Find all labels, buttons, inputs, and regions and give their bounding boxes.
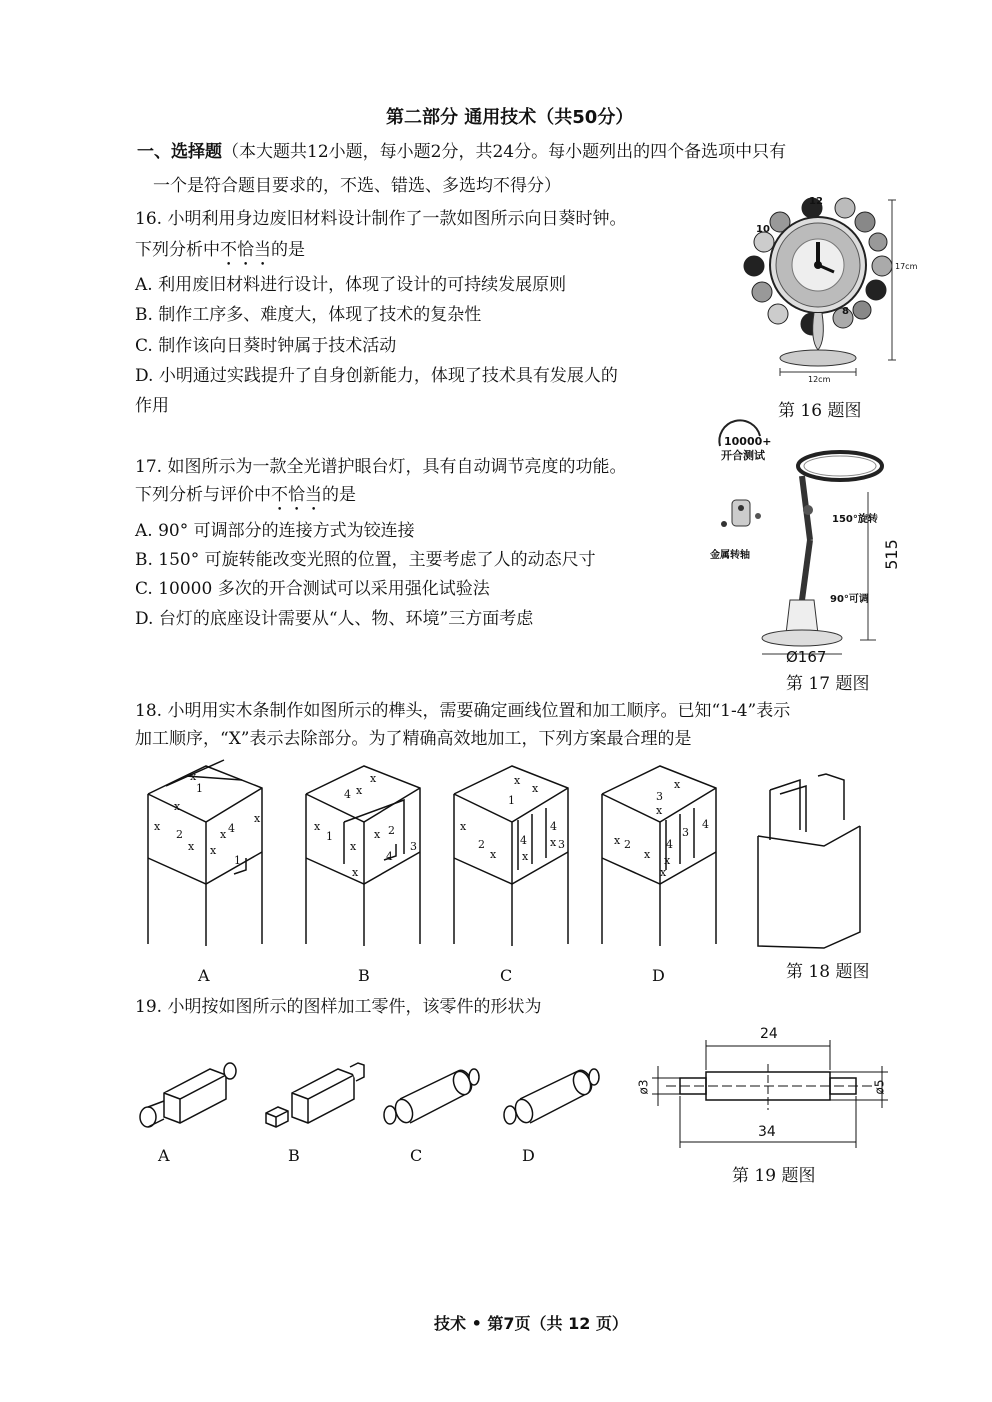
q19-dim-left: ø3 bbox=[636, 1079, 651, 1095]
q18-block-c bbox=[452, 764, 572, 954]
svg-text:x: x bbox=[674, 778, 681, 791]
q16-option-c: C. 制作该向日葵时钟属于技术活动 bbox=[135, 336, 397, 356]
q19-part-b bbox=[262, 1055, 370, 1127]
clock-number-12: 12 bbox=[809, 196, 823, 207]
q16-stem-pre: 下列分析中 bbox=[135, 240, 220, 260]
q16-figure-caption: 第 16 题图 bbox=[778, 401, 862, 421]
svg-text:2: 2 bbox=[388, 824, 395, 837]
clock-number-8: 8 bbox=[842, 306, 849, 317]
q17-stem-emph: 不恰当 bbox=[271, 485, 322, 505]
q18-stem-line1: 18. 小明用实木条制作如图所示的榫头，需要确定画线位置和加工顺序。已知“1-4”表示 bbox=[135, 701, 791, 721]
q17-adjust-90: 90°可调 bbox=[830, 594, 869, 605]
q16-dim-width: 12cm bbox=[808, 375, 831, 384]
svg-text:x: x bbox=[220, 828, 227, 841]
part-desc-line1: （本大题共12小题，每小题2分，共24分。每小题列出的四个备选项中只有 bbox=[222, 142, 787, 162]
q18-block-b bbox=[304, 764, 424, 954]
svg-text:4: 4 bbox=[702, 818, 709, 831]
part-heading: 一、选择题 bbox=[137, 142, 222, 162]
svg-text:x: x bbox=[614, 834, 621, 847]
q19-label-d: D bbox=[522, 1146, 535, 1165]
svg-text:x: x bbox=[370, 772, 377, 785]
q18-tenon-figure bbox=[756, 766, 866, 951]
svg-text:1: 1 bbox=[234, 854, 241, 867]
svg-text:x: x bbox=[154, 820, 161, 833]
q17-option-c: C. 10000 多次的开合测试可以采用强化试验法 bbox=[135, 579, 490, 599]
q19-dim-right: ø5 bbox=[872, 1079, 887, 1095]
svg-text:2: 2 bbox=[624, 838, 631, 851]
svg-text:x: x bbox=[350, 840, 357, 853]
q18-label-c: C bbox=[500, 966, 513, 985]
q18-block-a bbox=[146, 764, 266, 954]
q19-part-a bbox=[134, 1055, 242, 1127]
q18-stem-line2: 加工顺序，“X”表示去除部分。为了精确高效地加工，下列方案最合理的是 bbox=[135, 729, 692, 749]
q16-clock-figure bbox=[740, 190, 920, 390]
q17-option-d: D. 台灯的底座设计需要从“人、物、环境”三方面考虑 bbox=[135, 609, 534, 629]
q17-option-a: A. 90° 可调部分的连接方式为铰连接 bbox=[135, 521, 415, 541]
q18-label-b: B bbox=[358, 966, 370, 985]
svg-text:x: x bbox=[356, 784, 363, 797]
svg-text:x: x bbox=[532, 782, 539, 795]
svg-text:x: x bbox=[664, 854, 671, 867]
q19-label-c: C bbox=[410, 1146, 423, 1165]
q19-dim-34: 34 bbox=[758, 1124, 776, 1140]
svg-text:x: x bbox=[188, 840, 195, 853]
svg-text:x: x bbox=[254, 812, 261, 825]
q16-stem-line2 bbox=[135, 239, 305, 270]
part-desc-line2: 一个是符合题目要求的，不选、错选、多选均不得分） bbox=[153, 176, 561, 196]
svg-text:x: x bbox=[174, 800, 181, 813]
svg-text:x: x bbox=[490, 848, 497, 861]
q17-figure-caption: 第 17 题图 bbox=[786, 674, 870, 694]
part-heading-row bbox=[137, 141, 786, 163]
svg-text:1: 1 bbox=[196, 782, 203, 795]
svg-text:x: x bbox=[522, 850, 529, 863]
q16-stem-post: 的是 bbox=[271, 240, 305, 260]
q19-part-c bbox=[378, 1055, 486, 1127]
q17-height-dim: 515 bbox=[881, 539, 901, 570]
svg-text:x: x bbox=[660, 866, 667, 879]
svg-text:1: 1 bbox=[508, 794, 515, 807]
q19-label-b: B bbox=[288, 1146, 300, 1165]
svg-text:1: 1 bbox=[326, 830, 333, 843]
q19-figure-caption: 第 19 题图 bbox=[732, 1166, 816, 1186]
svg-text:x: x bbox=[550, 836, 557, 849]
q16-option-b: B. 制作工序多、难度大，体现了技术的复杂性 bbox=[135, 305, 482, 325]
q16-option-d: D. 小明通过实践提升了自身创新能力，体现了技术具有发展人的 bbox=[135, 366, 618, 386]
svg-text:x: x bbox=[190, 770, 197, 783]
q18-figure-caption: 第 18 题图 bbox=[786, 962, 870, 982]
q17-base-dim: Ø167 bbox=[786, 648, 827, 666]
svg-text:x: x bbox=[460, 820, 467, 833]
q17-stem-line2 bbox=[135, 484, 356, 515]
q19-part-d bbox=[498, 1055, 606, 1127]
svg-text:x: x bbox=[314, 820, 321, 833]
q19-stem: 19. 小明按如图所示的图样加工零件，该零件的形状为 bbox=[135, 997, 542, 1017]
svg-text:4: 4 bbox=[550, 820, 557, 833]
q17-option-b: B. 150° 可旋转能改变光照的位置，主要考虑了人的动态尺寸 bbox=[135, 550, 596, 570]
section-title: 第二部分 通用技术（共50分） bbox=[386, 107, 634, 128]
svg-text:3: 3 bbox=[558, 838, 565, 851]
q16-option-a: A. 利用废旧材料进行设计，体现了设计的可持续发展原则 bbox=[135, 275, 567, 295]
q17-stem-line1: 17. 如图所示为一款全光谱护眼台灯，具有自动调节亮度的功能。 bbox=[135, 457, 627, 477]
q17-stem-post: 的是 bbox=[322, 485, 356, 505]
svg-text:x: x bbox=[656, 804, 663, 817]
svg-text:x: x bbox=[352, 866, 359, 879]
svg-text:2: 2 bbox=[176, 828, 183, 841]
q17-stem-pre: 下列分析与评价中 bbox=[135, 485, 271, 505]
q16-option-d-cont: 作用 bbox=[135, 396, 169, 416]
svg-text:x: x bbox=[374, 828, 381, 841]
svg-text:3: 3 bbox=[410, 840, 417, 853]
q18-block-d bbox=[600, 764, 720, 954]
q16-dim-height: 17cm bbox=[895, 262, 918, 271]
q16-stem-emph: 不恰当 bbox=[220, 240, 271, 260]
svg-text:4: 4 bbox=[520, 834, 527, 847]
q17-badge-line1: 10000+ bbox=[724, 435, 772, 448]
q17-rotate-150: 150°旋转 bbox=[832, 514, 878, 525]
svg-text:2: 2 bbox=[478, 838, 485, 851]
svg-text:3: 3 bbox=[682, 826, 689, 839]
q19-label-a: A bbox=[158, 1146, 170, 1165]
q18-label-d: D bbox=[652, 966, 665, 985]
svg-text:4: 4 bbox=[228, 822, 235, 835]
page-footer: 技术 • 第7页（共 12 页） bbox=[434, 1314, 628, 1333]
q18-label-a: A bbox=[198, 966, 210, 985]
svg-text:4: 4 bbox=[344, 788, 351, 801]
svg-text:x: x bbox=[644, 848, 651, 861]
q19-dim-24: 24 bbox=[760, 1026, 778, 1042]
q19-drawing bbox=[636, 1030, 896, 1160]
svg-text:4: 4 bbox=[666, 838, 673, 851]
q17-shaft-label: 金属转轴 bbox=[710, 550, 750, 561]
q16-stem-line1: 16. 小明利用身边废旧材料设计制作了一款如图所示向日葵时钟。 bbox=[135, 209, 627, 229]
q17-badge-line2: 开合测试 bbox=[721, 449, 765, 462]
svg-text:4: 4 bbox=[386, 850, 393, 863]
clock-number-10: 10 bbox=[756, 224, 770, 235]
svg-text:x: x bbox=[514, 774, 521, 787]
svg-text:x: x bbox=[210, 844, 217, 857]
svg-text:3: 3 bbox=[656, 790, 663, 803]
